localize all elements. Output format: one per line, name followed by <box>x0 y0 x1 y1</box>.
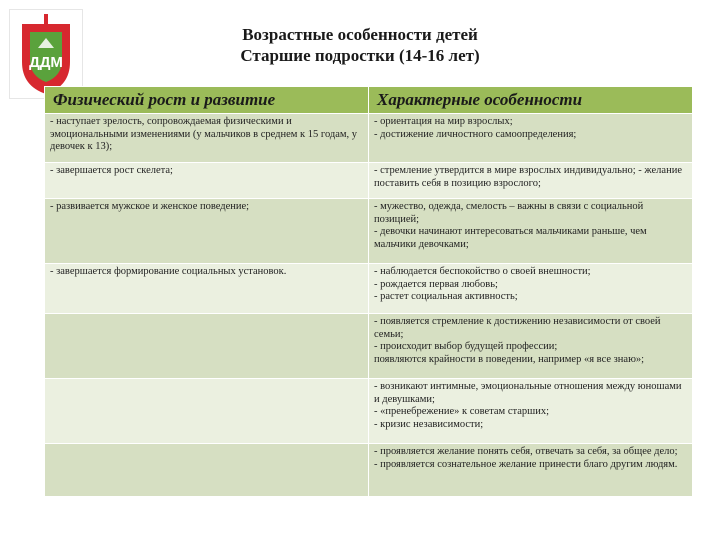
table-row <box>45 199 693 264</box>
column-header-traits: Характерные особенности <box>369 87 693 114</box>
logo <box>10 10 82 98</box>
physical-cell <box>45 379 369 444</box>
table-row <box>45 114 693 163</box>
title-line-1: Возрастные особенности детей <box>242 25 478 44</box>
column-header-physical: Физический рост и развитие <box>45 87 369 114</box>
physical-cell: - наступает зрелость, сопровождаемая физическими и эмоциональными изменениями (у мальчиков в среднем к 15 годам, у девочек к 13); <box>45 114 369 163</box>
physical-cell: - завершается рост скелета; <box>45 163 369 199</box>
page-title <box>180 24 540 66</box>
traits-cell: - ориентация на мир взрослых; - достижение личностного самоопределения; <box>369 114 693 163</box>
physical-cell <box>45 314 369 379</box>
traits-cell: - проявляется желание понять себя, отвечать за себя, за общее дело; - проявляется сознательное желание принести благо другим людям. <box>369 444 693 497</box>
physical-cell: - развивается мужское и женское поведение; <box>45 199 369 264</box>
physical-cell <box>45 444 369 497</box>
traits-cell: - мужество, одежда, смелость – важны в связи с социальной позицией; - девочки начинают интересоваться мальчиками раньше, чем мальчики девочками; <box>369 199 693 264</box>
logo-text: ДДМ <box>29 54 63 71</box>
title-line-2: Старшие подростки (14-16 лет) <box>240 46 480 65</box>
traits-cell: - возникают интимные, эмоциональные отношения между юношами и девушками; - «пренебрежение» к советам старших; - кризис независимости; <box>369 379 693 444</box>
table-row <box>45 314 693 379</box>
age-features-table <box>44 86 693 497</box>
table-row <box>45 379 693 444</box>
table-row <box>45 163 693 199</box>
traits-cell: - появляется стремление к достижению независимости от своей семьи; - происходит выбор будущей профессии; появляются крайности в поведении, например «я все знаю»; <box>369 314 693 379</box>
physical-cell: - завершается формирование социальных установок. <box>45 264 369 314</box>
table-row <box>45 444 693 497</box>
table-row <box>45 264 693 314</box>
traits-cell: - наблюдается беспокойство о своей внешности; - рождается первая любовь; - растет социальная активность; <box>369 264 693 314</box>
traits-cell: - стремление утвердится в мире взрослых индивидуально; - желание поставить себя в позицию взрослого; <box>369 163 693 199</box>
